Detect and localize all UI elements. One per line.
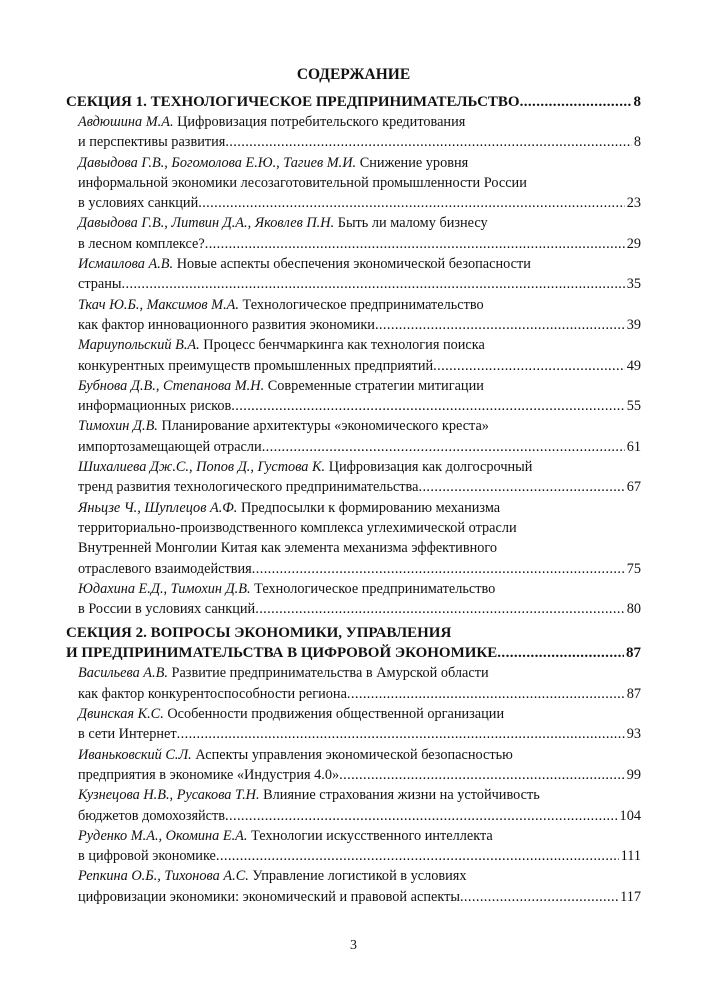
entry-title-text: импортозамещающей отрасли [78, 438, 262, 455]
entry-title-text: страны [78, 276, 122, 293]
entry-title-text: в сети Интернет [78, 726, 177, 743]
toc-entry[interactable] [66, 866, 641, 907]
entry-title-text: бюджетов домохозяйств [78, 807, 226, 824]
dot-leader [252, 559, 625, 579]
entry-title-text: в цифровой экономике [78, 848, 216, 865]
dot-leader [520, 92, 632, 112]
section-heading [66, 623, 641, 663]
entry-authors: Бубнова Д.В., Степанова М.Н. [78, 377, 265, 394]
entry-page-number: 49 [626, 357, 641, 374]
toc-entry[interactable] [66, 416, 641, 457]
entry-title-text: Новые аспекты обеспечения экономической безопасности [176, 256, 531, 273]
entry-authors: Шихалиева Дж.С., Попов Д., Густова К. [78, 459, 326, 476]
entry-title-text: Процесс бенчмаркинга как технология поиска [203, 337, 485, 354]
entry-authors: Исмаилова А.В. [78, 256, 174, 273]
entry-page-number: 39 [626, 316, 641, 333]
section-heading-text: СЕКЦИЯ 1. ТЕХНОЛОГИЧЕСКОЕ ПРЕДПРИНИМАТЕЛЬСТВО [66, 94, 520, 110]
section-page-number: 8 [633, 94, 641, 110]
entry-title-text: в условиях санкций [78, 195, 199, 212]
entry-title-text: как фактор инновационного развития экономики [78, 316, 375, 333]
entry-title-text: информационных рисков [78, 398, 232, 415]
dot-leader [418, 477, 624, 497]
toc-entry-line [78, 806, 641, 826]
toc-entry-line [78, 866, 641, 886]
toc-entry-line [78, 437, 641, 457]
toc-entry-line [78, 498, 641, 518]
section-heading-text: СЕКЦИЯ 2. ВОПРОСЫ ЭКОНОМИКИ, УПРАВЛЕНИЯ [66, 625, 452, 642]
entry-title-text: информальной экономики лесозаготовительной промышленности России [78, 174, 527, 191]
toc-entry-line [78, 274, 641, 294]
entry-page-number: 29 [626, 235, 641, 252]
toc-entry-line [78, 396, 641, 416]
toc-entry-line [78, 254, 641, 274]
toc-entry[interactable] [66, 254, 641, 295]
toc-entry-line [78, 846, 641, 866]
entry-title-text: Технологическое предпринимательство [242, 296, 484, 313]
entry-title-text: Развитие предпринимательства в Амурской области [171, 665, 489, 682]
entry-authors: Давыдова Г.В., Богомолова Е.Ю., Тагиев М.И. [78, 154, 357, 171]
toc-entry[interactable] [66, 498, 641, 579]
toc-entry-line [78, 579, 641, 599]
toc-entry-line [78, 376, 641, 396]
entry-authors: Авдюшина М.А. [78, 114, 174, 130]
toc-entry[interactable] [66, 663, 641, 704]
dot-leader [216, 846, 619, 866]
dot-leader [231, 396, 624, 416]
section-heading-text: И ПРЕДПРИНИМАТЕЛЬСТВА В ЦИФРОВОЙ ЭКОНОМИКЕ [66, 645, 498, 662]
section-heading-line [66, 643, 641, 663]
toc-entry[interactable] [66, 704, 641, 745]
entry-authors: Тимохин Д.В. [78, 418, 158, 435]
entry-page-number: 67 [626, 479, 641, 496]
entry-title-text: как фактор конкурентоспособности региона [78, 685, 347, 702]
toc-entry-line [78, 193, 641, 213]
entry-title-text: в России в условиях санкций [78, 601, 256, 618]
entry-title-text: предприятия в экономике «Индустрия 4.0» [78, 766, 340, 783]
dot-leader [205, 234, 625, 254]
toc-entry[interactable] [66, 213, 641, 254]
dot-leader [198, 193, 624, 213]
entry-authors: Иваньковский С.Л. [78, 746, 192, 763]
toc-entry-line [78, 704, 641, 724]
table-of-contents [66, 92, 641, 907]
entry-page-number: 117 [620, 888, 641, 905]
dot-leader [225, 132, 632, 152]
entry-title-text: Управление логистикой в условиях [252, 868, 467, 885]
toc-entry-line [78, 112, 641, 132]
entry-page-number: 111 [620, 848, 641, 865]
toc-entry-line [78, 765, 641, 785]
toc-entry[interactable] [66, 112, 641, 153]
toc-entry-line [78, 826, 641, 846]
entry-title-text: Снижение уровня [359, 154, 469, 171]
toc-entry[interactable] [66, 295, 641, 336]
entry-title-text: Технологии искусственного интеллекта [251, 827, 493, 844]
entry-page-number: 23 [626, 195, 641, 212]
entry-title-text: Особенности продвижения общественной организации [167, 706, 505, 723]
entry-page-number: 104 [619, 807, 641, 824]
toc-entry-line [78, 887, 641, 907]
entry-authors: Ткач Ю.Б., Максимов М.А. [78, 296, 239, 313]
section-heading-line [66, 623, 641, 643]
toc-entry-line [78, 153, 641, 173]
toc-entry-line [78, 356, 641, 376]
entry-title-text: отраслевого взаимодействия [78, 560, 252, 577]
toc-entry[interactable] [66, 826, 641, 867]
entry-title-text: Цифровизация как долгосрочный [328, 459, 533, 476]
toc-entry[interactable] [66, 745, 641, 786]
entry-authors: Давыдова Г.В., Литвин Д.А., Яковлев П.Н. [78, 215, 335, 232]
dot-leader [433, 356, 625, 376]
entry-authors: Васильева А.В. [78, 665, 168, 682]
toc-entry-line [78, 684, 641, 704]
dot-leader [347, 684, 625, 704]
dot-leader [122, 274, 625, 294]
toc-entry-line [78, 745, 641, 765]
toc-entry-line [78, 315, 641, 335]
entry-title-text: Аспекты управления экономической безопасностью [195, 746, 513, 763]
entry-title-text: Современные стратегии митигации [267, 377, 484, 394]
section-heading-line [66, 92, 641, 112]
dot-leader [375, 315, 625, 335]
entry-title-text: цифровизации экономики: экономический и правовой аспекты [78, 888, 460, 905]
toc-entry-line [78, 416, 641, 436]
entry-authors: Руденко М.А., Окомина Е.А. [78, 827, 248, 844]
toc-entry-line [78, 518, 641, 538]
toc-entry-line [78, 785, 641, 805]
toc-entry-line [78, 213, 641, 233]
toc-entry-line [78, 599, 641, 619]
entry-title-text: Влияние страхования жизни на устойчивость [263, 787, 540, 804]
entry-page-number: 93 [626, 726, 641, 743]
entry-title-text: Предпосылки к формированию механизма [240, 499, 501, 516]
entry-title-text: Планирование архитектуры «экономического креста» [161, 418, 489, 435]
toc-entry[interactable] [66, 785, 641, 826]
page-number: 3 [350, 938, 357, 953]
entry-title-text: территориально-производственного комплекса углехимической отрасли [78, 519, 517, 536]
toc-entry-line [78, 538, 641, 558]
toc-entry[interactable] [66, 579, 641, 620]
entry-title-text: и перспективы развития [78, 134, 226, 151]
entry-page-number: 61 [626, 438, 641, 455]
dot-leader [262, 437, 625, 457]
toc-entry[interactable] [66, 153, 641, 214]
entry-title-text: Внутренней Монголии Китая как элемента механизма эффективного [78, 540, 498, 557]
entry-page-number: 99 [626, 766, 641, 783]
entry-title-text: в лесном комплексе? [78, 235, 205, 252]
toc-entry-line [78, 173, 641, 193]
dot-leader [255, 599, 624, 619]
entry-title-text: Цифровизация потребительского кредитования [177, 114, 466, 130]
toc-entry[interactable] [66, 457, 641, 498]
entry-page-number: 8 [633, 134, 641, 151]
entry-authors: Мариупольский В.А. [78, 337, 200, 354]
toc-entry-line [78, 477, 641, 497]
dot-leader [225, 806, 618, 826]
dot-leader [460, 887, 618, 907]
entry-title-text: Технологическое предпринимательство [254, 580, 496, 597]
entry-page-number: 80 [626, 601, 641, 618]
toc-entry-line [78, 132, 641, 152]
entry-page-number: 87 [626, 685, 641, 702]
toc-entry[interactable] [66, 335, 641, 376]
dot-leader [497, 643, 624, 663]
dot-leader [177, 724, 625, 744]
toc-entry-line [78, 335, 641, 355]
entry-page-number: 75 [626, 560, 641, 577]
entry-authors: Кузнецова Н.В., Русакова Т.Н. [78, 787, 260, 804]
toc-entry[interactable] [66, 376, 641, 417]
toc-entry-line [78, 234, 641, 254]
toc-title: СОДЕРЖАНИЕ [296, 66, 411, 83]
toc-entry-line [78, 724, 641, 744]
entry-title-text: Быть ли малому бизнесу [337, 215, 488, 232]
dot-leader [339, 765, 625, 785]
entry-authors: Яньцзе Ч., Шуплецов А.Ф. [78, 499, 238, 516]
section-heading [66, 92, 641, 112]
entry-authors: Репкина О.Б., Тихонова А.С. [78, 868, 249, 885]
toc-entry-line [78, 559, 641, 579]
entry-title-text: конкурентных преимуществ промышленных предприятий [78, 357, 434, 374]
entry-authors: Юдахина Е.Д., Тимохин Д.В. [78, 580, 251, 597]
entry-authors: Двинская К.С. [78, 706, 164, 723]
section-page-number: 87 [626, 645, 641, 662]
toc-entry-line [78, 457, 641, 477]
toc-entry-line [78, 295, 641, 315]
entry-title-text: тренд развития технологического предпринимательства [78, 479, 419, 496]
entry-page-number: 35 [626, 276, 641, 293]
entry-page-number: 55 [626, 398, 641, 415]
toc-entry-line [78, 663, 641, 683]
